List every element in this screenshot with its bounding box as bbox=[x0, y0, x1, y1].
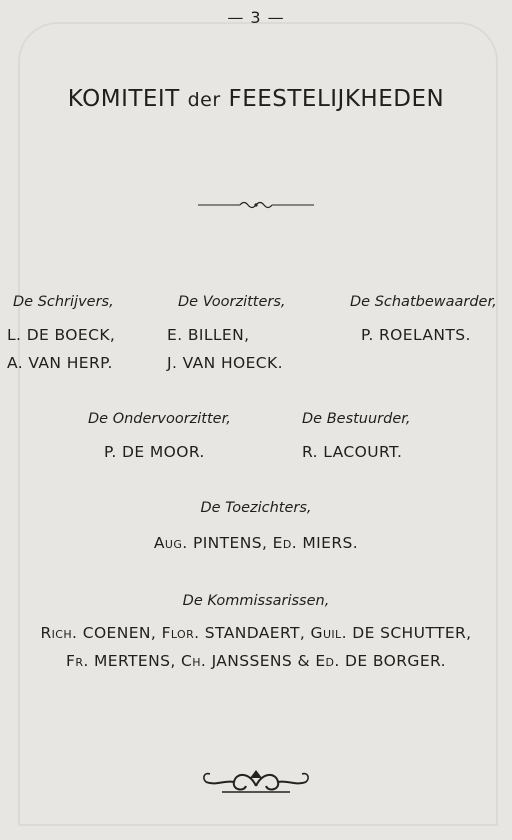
page-number: — 3 — bbox=[227, 8, 285, 27]
names-kommissarissen-line-2: Fr. MERTENS, Ch. JANSSENS & Ed. DE BORGER. bbox=[66, 652, 446, 670]
role-schatbewaarder: De Schatbewaarder, bbox=[350, 294, 497, 310]
name-de-moor: P. DE MOOR. bbox=[104, 443, 205, 461]
name-lacourt: R. LACOURT. bbox=[302, 443, 403, 461]
name-van-hoeck: J. VAN HOECK. bbox=[167, 354, 283, 372]
title-part-3: FEESTELIJKHEDEN bbox=[228, 86, 445, 112]
title-part-2: der bbox=[187, 89, 221, 111]
role-schrijvers: De Schrijvers, bbox=[13, 294, 114, 310]
role-toezichters: De Toezichters, bbox=[200, 500, 312, 516]
name-van-herp: A. VAN HERP. bbox=[7, 354, 113, 372]
role-bestuurder: De Bestuurder, bbox=[302, 411, 411, 427]
names-toezichters: Aug. PINTENS, Ed. MIERS. bbox=[153, 534, 359, 552]
role-voorzitters: De Voorzitters, bbox=[178, 294, 286, 310]
name-roelants: P. ROELANTS. bbox=[361, 326, 471, 344]
page-title bbox=[0, 86, 512, 112]
bottom-flourish-icon bbox=[200, 766, 312, 798]
role-ondervoorzitter: De Ondervoorzitter, bbox=[88, 411, 231, 427]
name-de-boeck: L. DE BOECK, bbox=[7, 326, 116, 344]
name-billen: E. BILLEN, bbox=[167, 326, 250, 344]
names-kommissarissen-line-1: Rich. COENEN, Flor. STANDAERT, Guil. DE SCHUTTER, bbox=[40, 624, 472, 642]
divider-ornament-icon bbox=[196, 198, 316, 212]
role-kommissarissen: De Kommissarissen, bbox=[182, 593, 330, 609]
title-part-1: KOMITEIT bbox=[67, 86, 180, 112]
